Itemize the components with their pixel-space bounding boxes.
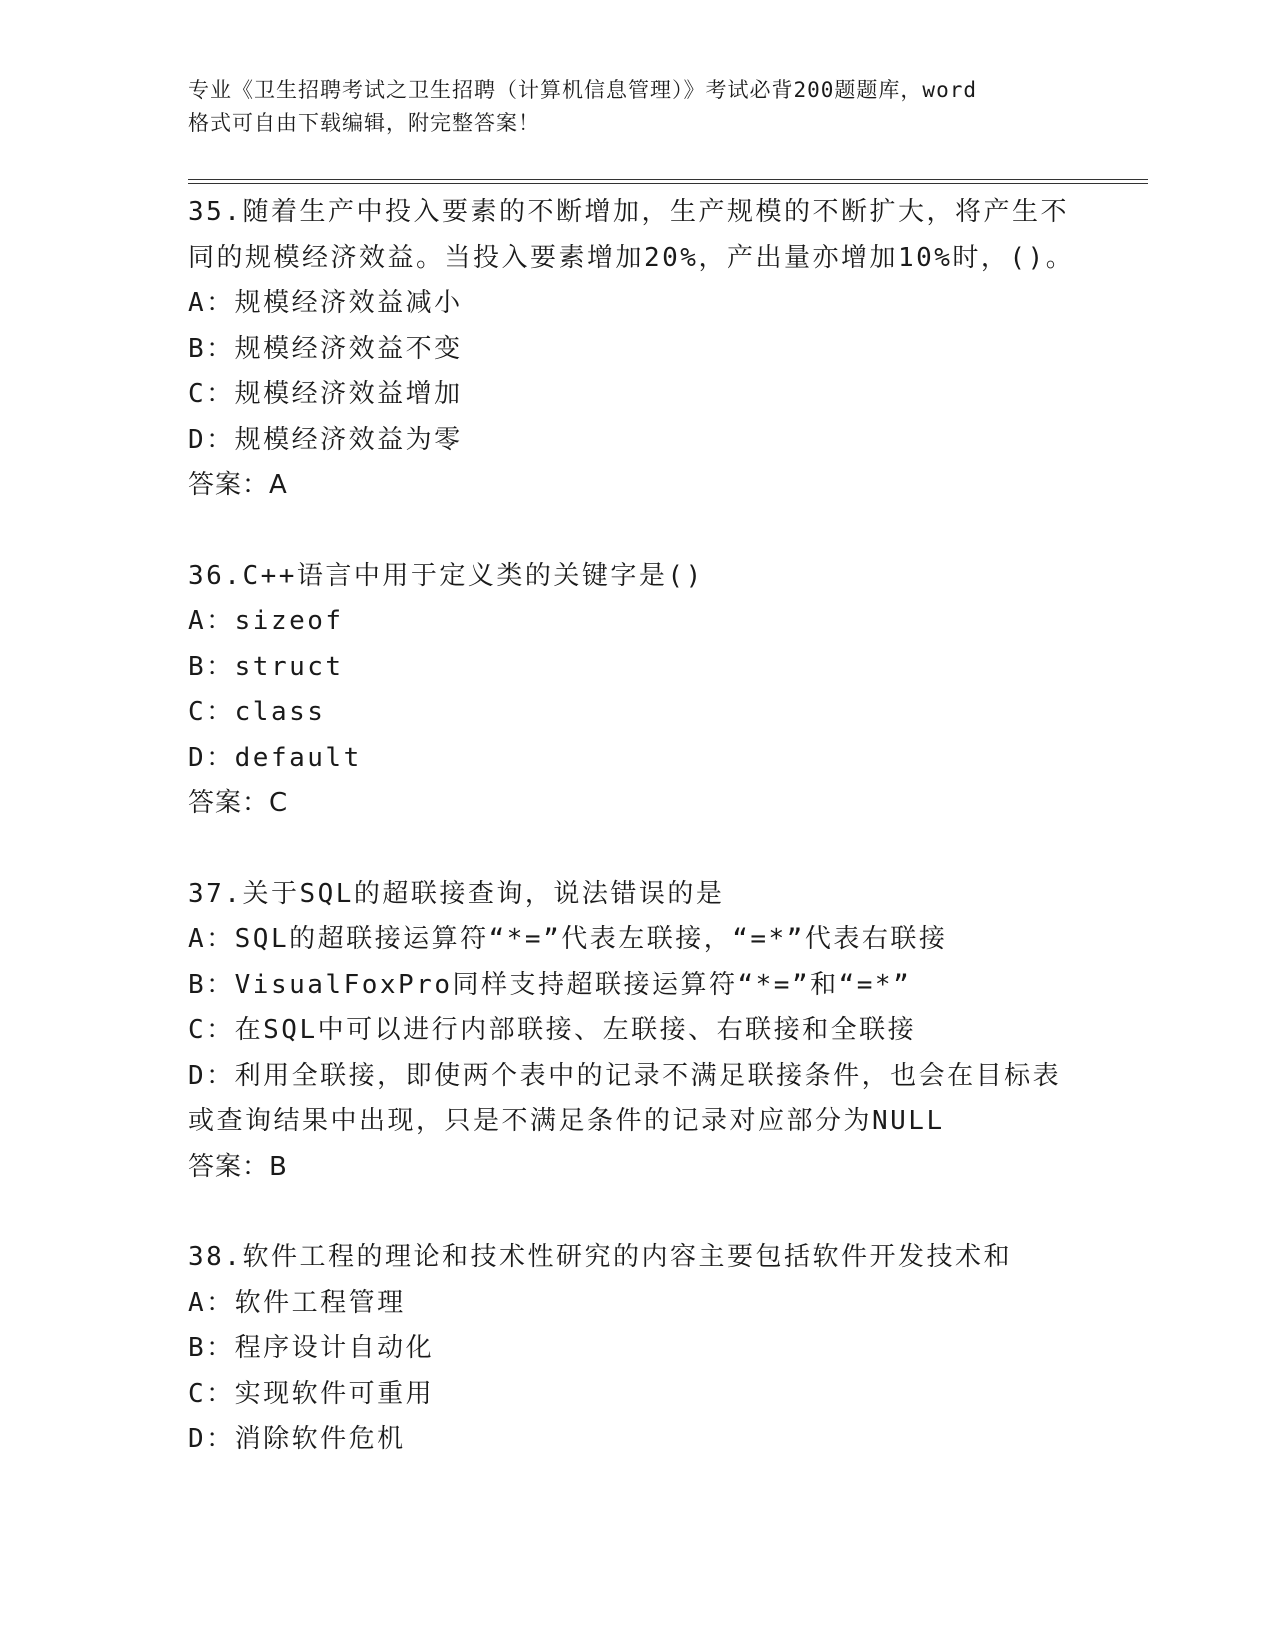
answer-option: B：VisualFoxPro同样支持超联接运算符“*=”和“=*” <box>188 969 912 1000</box>
document-header <box>188 74 1088 140</box>
answer-key: 答案：B <box>188 1151 288 1182</box>
question-block <box>188 554 1088 827</box>
answer-option: A：软件工程管理 <box>188 1287 406 1318</box>
header-line-2: 格式可自由下载编辑，附完整答案！ <box>188 111 540 135</box>
question-block <box>188 190 1088 509</box>
answer-option: A：规模经济效益减小 <box>188 288 463 318</box>
answer-option: C：class <box>188 697 326 727</box>
question-stem: 38.软件工程的理论和技术性研究的内容主要包括软件开发技术和 <box>188 1242 1012 1272</box>
question-stem: 同的规模经济效益。当投入要素增加20%，产出量亦增加10%时，()。 <box>188 242 1075 273</box>
question-stem: 35.随着生产中投入要素的不断增加，生产规模的不断扩大，将产生不 <box>188 197 1069 227</box>
answer-option: D：消除软件危机 <box>188 1424 406 1454</box>
answer-option: B：规模经济效益不变 <box>188 333 463 364</box>
question-block <box>188 872 1088 1191</box>
answer-option: B：struct <box>188 651 344 682</box>
answer-option: 或查询结果中出现，只是不满足条件的记录对应部分为NULL <box>188 1106 945 1136</box>
answer-option: D：利用全联接，即使两个表中的记录不满足联接条件，也会在目标表 <box>188 1060 1062 1091</box>
answer-key: 答案：A <box>188 470 288 500</box>
answer-option: A：SQL的超联接运算符“*=”代表左联接，“=*”代表右联接 <box>188 924 948 954</box>
header-divider <box>188 179 1148 184</box>
answer-option: B：程序设计自动化 <box>188 1333 435 1363</box>
answer-key: 答案：C <box>188 788 289 818</box>
answer-option: D：default <box>188 742 362 773</box>
answer-option: C：实现软件可重用 <box>188 1378 435 1409</box>
answer-option: C：在SQL中可以进行内部联接、左联接、右联接和全联接 <box>188 1015 917 1045</box>
question-stem: 36.C++语言中用于定义类的关键字是() <box>188 560 704 591</box>
header-line-1: 专业《卫生招聘考试之卫生招聘（计算机信息管理）》考试必背200题题库，word <box>188 78 977 102</box>
question-list <box>188 190 1088 1508</box>
answer-option: C：规模经济效益增加 <box>188 379 463 409</box>
question-stem: 37.关于SQL的超联接查询，说法错误的是 <box>188 878 725 909</box>
question-block <box>188 1235 1088 1463</box>
answer-option: A：sizeof <box>188 606 344 636</box>
answer-option: D：规模经济效益为零 <box>188 424 463 455</box>
